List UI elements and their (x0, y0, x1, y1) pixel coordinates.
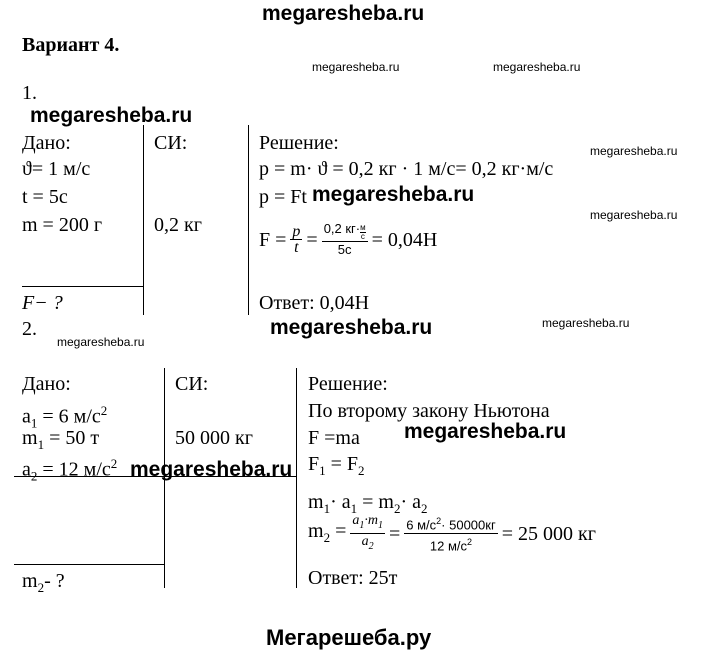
problem2-number: 2. (22, 318, 37, 340)
problem1-given-time: t = 5с (22, 186, 68, 208)
value: · 50000кг (441, 517, 496, 533)
watermark-bold: megaresheba.ru (404, 420, 567, 443)
watermark-small: megaresheba.ru (542, 316, 630, 330)
problem2-si-mass: 50 000 кг (175, 427, 253, 449)
symbol: m (308, 491, 324, 513)
watermark-small: megaresheba.ru (57, 335, 145, 349)
formula-equals: = (306, 229, 318, 251)
fraction-denominator (428, 534, 474, 554)
subscript: 2 (30, 468, 38, 484)
value: 12 м/с (429, 538, 468, 554)
problem1-answer: Ответ: 0,04Н (259, 292, 370, 314)
fraction-a1m1-over-a2 (350, 514, 385, 555)
unit-fraction (360, 224, 366, 241)
problem1-divider-si-solution (248, 125, 249, 315)
problem1-find-divider (22, 286, 143, 287)
fraction-numeric (404, 514, 497, 554)
fraction-numerator (322, 222, 368, 242)
symbol: a (22, 405, 31, 428)
subscript: 1 (30, 415, 38, 431)
fraction-numerator (404, 514, 497, 533)
problem2-given-a2 (22, 453, 117, 488)
symbol: a (361, 533, 369, 549)
symbol: F (308, 453, 320, 475)
subscript: 1 (37, 437, 45, 452)
superscript: 2 (100, 403, 108, 418)
fraction-numerator (350, 514, 385, 534)
problem1-divider-given-si (143, 125, 144, 315)
watermark-small: megaresheba.ru (590, 208, 678, 222)
subscript: 1 (319, 463, 326, 478)
subscript: 1 (350, 501, 358, 516)
problem2-mass-formula (308, 514, 596, 555)
problem2-eq-equal-forces (308, 453, 365, 482)
variant-title: Вариант 4. (22, 34, 120, 56)
value: = 6 м/с (37, 405, 101, 428)
watermark-small: megaresheba.ru (312, 60, 400, 74)
fraction-numerator: p (292, 222, 301, 240)
symbol: · a (400, 491, 421, 513)
watermark-bold: megaresheba.ru (270, 316, 433, 339)
symbol: a (352, 513, 360, 528)
equals: = (330, 519, 347, 542)
problem2-find (22, 570, 65, 599)
superscript: 2 (467, 536, 473, 547)
subscript: 2 (358, 463, 365, 478)
problem2-solution-header: Решение: (308, 373, 388, 395)
fraction-denominator: t (294, 238, 299, 256)
formula-lhs: F = (259, 229, 287, 251)
subscript: 1 (323, 501, 331, 516)
problem2-si-header: СИ: (175, 373, 209, 395)
problem2-newton-law: По второму закону Ньютона (308, 400, 550, 422)
superscript: 2 (436, 516, 442, 527)
problem1-force-formula (259, 222, 437, 258)
superscript: 2 (110, 456, 118, 471)
subscript: 2 (393, 501, 401, 516)
subscript: 1 (377, 519, 383, 531)
problem2-divider-si-solution (296, 368, 297, 588)
symbol: · a (330, 491, 351, 513)
fraction-denominator (360, 534, 376, 555)
subscript: 2 (37, 580, 45, 595)
problem1-si-mass: 0,2 кг (154, 214, 202, 236)
watermark-bold: megaresheba.ru (312, 183, 475, 206)
value: - ? (44, 570, 65, 592)
problem2-eq-force: F =ma (308, 427, 360, 449)
symbol: a (22, 458, 31, 481)
symbol: m (22, 570, 38, 592)
subscript: 2 (368, 540, 374, 552)
problem1-number: 1. (22, 82, 37, 104)
fraction-momentum-over-time (322, 222, 368, 258)
problem2-answer: Ответ: 25т (308, 567, 398, 589)
problem1-given-mass: m = 200 г (22, 214, 103, 236)
problem1-find: F− ? (22, 292, 63, 314)
formula-result: = 0,04Н (371, 229, 438, 251)
symbol: m (308, 519, 324, 542)
formula-lhs (308, 520, 346, 549)
formula-equals: = (388, 523, 401, 546)
watermark-bold: megaresheba.ru (30, 104, 193, 127)
value: = F (325, 453, 359, 475)
subscript: 2 (421, 501, 428, 516)
watermark-bold: megaresheba.ru (130, 458, 293, 481)
formula-result: = 25 000 кг (501, 523, 596, 546)
watermark-small: megaresheba.ru (590, 144, 678, 158)
value: 6 м/с (406, 517, 437, 533)
problem1-given-velocity: ϑ= 1 м/с (22, 158, 91, 180)
watermark-top: megaresheba.ru (262, 2, 425, 25)
problem1-solution-header: Решение: (259, 132, 339, 154)
unit-bottom: с (360, 232, 365, 241)
problem1-momentum-line: p = m· ϑ = 0,2 кг · 1 м/с= 0,2 кг·м/с (259, 158, 554, 180)
fraction-denominator: 5с (337, 242, 352, 257)
fraction-p-over-t (290, 222, 302, 256)
value: = 50 т (44, 427, 100, 449)
problem2-given-header: Дано: (22, 373, 71, 395)
symbol: = m (357, 491, 394, 513)
watermark-small: megaresheba.ru (493, 60, 581, 74)
numerator-value: 0,2 кг· (323, 221, 361, 236)
unit-top: м (360, 223, 366, 232)
subscript: 2 (323, 529, 331, 545)
value: = 12 м/с (37, 458, 111, 481)
problem1-given-header: Дано: (22, 132, 71, 154)
symbol: ·m (364, 513, 378, 528)
problem1-si-header: СИ: (154, 132, 188, 154)
problem2-find-divider (14, 564, 164, 565)
problem2-given-m1 (22, 427, 99, 456)
subscript: 1 (359, 519, 365, 531)
watermark-footer: Мегарешеба.ру (266, 625, 432, 650)
problem1-impulse-line: p = Ft (259, 186, 307, 208)
symbol: m (22, 427, 38, 449)
